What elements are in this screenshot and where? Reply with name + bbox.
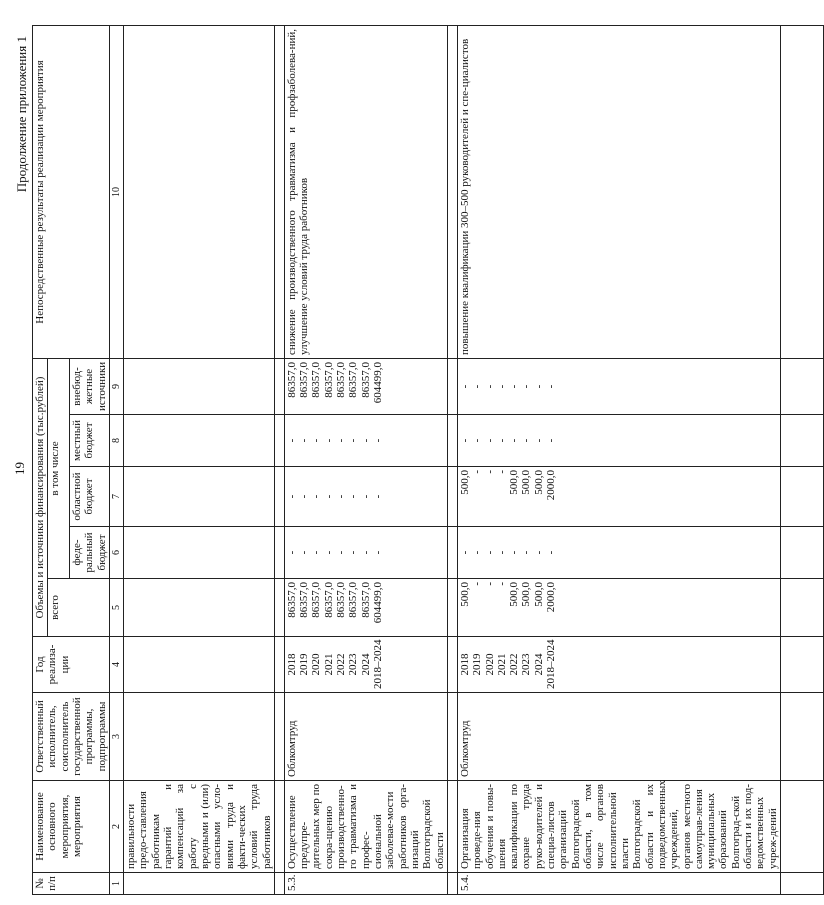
value-cell: - bbox=[520, 438, 533, 443]
value-cell: - bbox=[471, 550, 484, 555]
value-cell: 86357,0 bbox=[347, 361, 360, 398]
column-number: 6 bbox=[109, 527, 123, 579]
value-cell: 2000,0 bbox=[545, 582, 558, 613]
column-number: 7 bbox=[109, 467, 123, 527]
value-cell: - bbox=[458, 384, 471, 389]
value-cell: - bbox=[545, 550, 558, 555]
continuation-activity-text: правильности предо-ставления работникам гарантий и компенсаций за работу с вредными и (или) опасными усло-виями труда и факти-ческих условий труда работников bbox=[124, 781, 275, 873]
value-cell: - bbox=[285, 438, 298, 443]
header-regional: областной бюджет bbox=[69, 467, 109, 527]
value-cell: 86357,0 bbox=[310, 361, 323, 398]
year-cell: 2023 bbox=[347, 653, 360, 676]
value-cell: - bbox=[545, 384, 558, 389]
local-values bbox=[457, 415, 780, 467]
year-cell: 2019 bbox=[471, 653, 484, 676]
value-cell: 604499,0 bbox=[372, 361, 384, 404]
value-cell: 500,0 bbox=[520, 582, 533, 607]
value-cell: - bbox=[359, 494, 372, 499]
extra-values bbox=[457, 358, 780, 414]
value-cell: - bbox=[322, 438, 335, 443]
value-cell: 500,0 bbox=[508, 582, 521, 607]
year-cell: 2020 bbox=[310, 653, 323, 676]
value-cell: 86357,0 bbox=[298, 582, 311, 618]
value-cell: - bbox=[471, 470, 484, 474]
header-results: Непосредственные результаты реализации мероприятия bbox=[33, 26, 110, 359]
value-cell: 86357,0 bbox=[298, 361, 311, 398]
value-cell: - bbox=[483, 470, 496, 474]
year-cell: 2018–2024 bbox=[372, 639, 384, 689]
value-cell: - bbox=[471, 582, 484, 586]
column-number: 9 bbox=[109, 358, 123, 414]
column-number: 8 bbox=[109, 415, 123, 467]
federal-values bbox=[284, 527, 447, 579]
value-cell: - bbox=[310, 438, 323, 443]
value-cell: - bbox=[508, 550, 521, 555]
year-cell: 2018–2024 bbox=[545, 639, 558, 689]
header-local: местный бюджет bbox=[69, 415, 109, 467]
executor: Облкомтруд bbox=[284, 693, 447, 781]
continuation-label: Продолжение приложения 1 bbox=[14, 36, 29, 193]
column-number: 3 bbox=[109, 693, 123, 781]
value-cell: - bbox=[285, 494, 298, 499]
value-cell: - bbox=[520, 384, 533, 389]
year-cell: 2018 bbox=[285, 653, 298, 676]
year-cell: 2020 bbox=[483, 653, 496, 676]
header-number: № п/п bbox=[33, 873, 110, 895]
continuation-row bbox=[124, 26, 275, 895]
value-cell: 500,0 bbox=[532, 470, 545, 495]
value-cell: 86357,0 bbox=[322, 582, 335, 618]
activity-name: Осуществление предупре-дительных мер по сокра-щению производственно-го травматизма и профес-сиональной заболевае-мости работников орга-низаций Волгоградской области bbox=[284, 781, 447, 873]
column-number: 10 bbox=[109, 26, 123, 359]
value-cell: - bbox=[508, 384, 521, 389]
header-activity-name: Наименование основного мероприятия, мероприятия bbox=[33, 781, 110, 873]
year-cell: 2024 bbox=[532, 653, 545, 676]
value-cell: - bbox=[285, 550, 298, 555]
value-cell: - bbox=[372, 494, 384, 499]
column-number: 1 bbox=[109, 873, 123, 895]
value-cell: 500,0 bbox=[458, 582, 471, 607]
column-number-row bbox=[109, 26, 123, 895]
value-cell: - bbox=[520, 550, 533, 555]
value-cell: - bbox=[483, 550, 496, 555]
value-cell: 86357,0 bbox=[285, 582, 298, 618]
column-number: 4 bbox=[109, 637, 123, 693]
total-values bbox=[457, 579, 780, 637]
years-list bbox=[457, 637, 780, 693]
year-cell: 2022 bbox=[335, 653, 348, 676]
program-activities-table bbox=[32, 25, 824, 895]
column-number: 5 bbox=[109, 579, 123, 637]
value-cell: - bbox=[310, 550, 323, 555]
years-list bbox=[284, 637, 447, 693]
value-cell: - bbox=[335, 550, 348, 555]
value-cell: 86357,0 bbox=[347, 582, 360, 618]
header-executor: Ответственный исполнитель, соисполнитель государственной программы, подпрограммы bbox=[33, 693, 110, 781]
value-cell: - bbox=[347, 550, 360, 555]
value-cell: 2000,0 bbox=[545, 470, 558, 501]
extra-values bbox=[284, 358, 447, 414]
value-cell: - bbox=[495, 470, 508, 474]
value-cell: - bbox=[458, 438, 471, 443]
year-cell: 2018 bbox=[458, 653, 471, 676]
value-cell: - bbox=[322, 494, 335, 499]
value-cell: 500,0 bbox=[458, 470, 471, 495]
table-row bbox=[457, 26, 780, 895]
year-cell: 2023 bbox=[520, 653, 533, 676]
value-cell: - bbox=[483, 384, 496, 389]
year-cell: 2021 bbox=[322, 653, 335, 676]
value-cell: - bbox=[458, 550, 471, 555]
row-number: 5.4. bbox=[457, 873, 780, 895]
value-cell: - bbox=[545, 438, 558, 443]
local-values bbox=[284, 415, 447, 467]
header-funding-group: Объемы и источники финансирования (тыс.рублей) bbox=[33, 358, 48, 636]
value-cell: 604499,0 bbox=[372, 582, 384, 624]
year-cell: 2024 bbox=[359, 653, 372, 676]
federal-values bbox=[457, 527, 780, 579]
header-extra: внебюд-жетные источники bbox=[69, 358, 109, 414]
year-cell: 2019 bbox=[298, 653, 311, 676]
value-cell: 500,0 bbox=[520, 470, 533, 495]
executor: Облкомтруд bbox=[457, 693, 780, 781]
year-cell: 2022 bbox=[508, 653, 521, 676]
value-cell: - bbox=[471, 438, 484, 443]
value-cell: - bbox=[495, 582, 508, 586]
value-cell: 86357,0 bbox=[285, 361, 298, 398]
column-number: 2 bbox=[109, 781, 123, 873]
value-cell: 86357,0 bbox=[310, 582, 323, 618]
row-number: 5.3. bbox=[284, 873, 447, 895]
value-cell: - bbox=[372, 438, 384, 443]
header-federal: феде-ральный бюджет bbox=[69, 527, 109, 579]
value-cell: - bbox=[322, 550, 335, 555]
regional-values bbox=[284, 467, 447, 527]
value-cell: - bbox=[483, 582, 496, 586]
header-total: всего bbox=[48, 579, 110, 637]
value-cell: - bbox=[347, 438, 360, 443]
activity-name: Организация проведе-ния обучения и повы-шения квалификации по охране труда руко-водителей и специа-листов организаций Волгоградской области, в том числе органов исполнительной власти Волгоградской области и их подведомственных учреждений, органов местного самоуправ-ления муниципальных образований Волгоград-ской области и их под-ведомственных учреж-дений bbox=[457, 781, 780, 873]
value-cell: 86357,0 bbox=[335, 582, 348, 618]
regional-values bbox=[457, 467, 780, 527]
total-values bbox=[284, 579, 447, 637]
value-cell: - bbox=[532, 384, 545, 389]
value-cell: - bbox=[335, 438, 348, 443]
value-cell: - bbox=[495, 550, 508, 555]
value-cell: - bbox=[495, 384, 508, 389]
value-cell: - bbox=[471, 384, 484, 389]
page-number: 19 bbox=[12, 462, 27, 475]
value-cell: - bbox=[298, 550, 311, 555]
value-cell: - bbox=[359, 438, 372, 443]
value-cell: - bbox=[372, 550, 384, 555]
value-cell: - bbox=[335, 494, 348, 499]
value-cell: - bbox=[347, 494, 360, 499]
value-cell: 500,0 bbox=[532, 582, 545, 607]
value-cell: - bbox=[532, 550, 545, 555]
value-cell: - bbox=[359, 550, 372, 555]
value-cell: - bbox=[483, 438, 496, 443]
value-cell: - bbox=[298, 438, 311, 443]
value-cell: 86357,0 bbox=[335, 361, 348, 398]
header-year: Год реализа-ции bbox=[33, 637, 110, 693]
value-cell: 86357,0 bbox=[359, 582, 372, 618]
result-text: снижение производственного травматизма и профзаболева-ний, улучшение условий труда работников bbox=[284, 26, 447, 359]
value-cell: - bbox=[532, 438, 545, 443]
year-cell: 2021 bbox=[495, 653, 508, 676]
header-in-that-number: в том числе bbox=[48, 358, 70, 578]
value-cell: 86357,0 bbox=[359, 361, 372, 398]
value-cell: - bbox=[508, 438, 521, 443]
value-cell: 500,0 bbox=[508, 470, 521, 495]
value-cell: 86357,0 bbox=[322, 361, 335, 398]
value-cell: - bbox=[495, 438, 508, 443]
result-text: повышение квалификации 300–500 руководителей и спе-циалистов bbox=[457, 26, 780, 359]
value-cell: - bbox=[298, 494, 311, 499]
table-row bbox=[284, 26, 447, 895]
value-cell: - bbox=[310, 494, 323, 499]
